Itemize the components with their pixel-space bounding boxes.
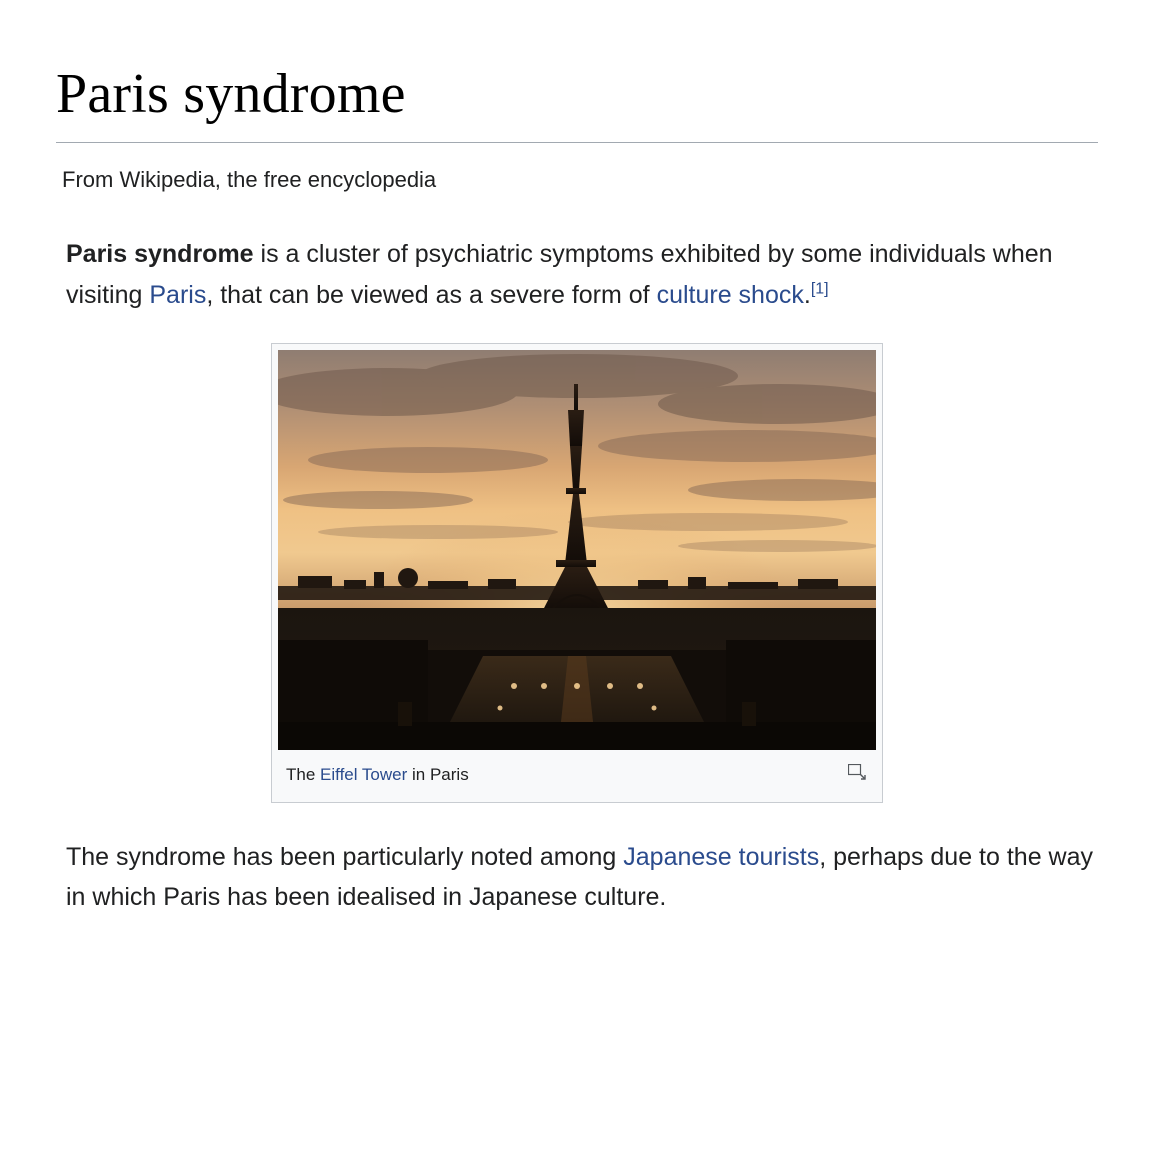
caption-prefix: The [286, 765, 321, 785]
caption-suffix: in Paris [407, 765, 469, 785]
reference-marker[interactable] [811, 280, 829, 297]
eiffel-tower-image[interactable] [278, 350, 876, 750]
link-japanese-tourists[interactable]: Japanese tourists [623, 842, 820, 871]
title-divider [56, 142, 1098, 143]
reference-link[interactable]: [1] [810, 280, 829, 298]
magnify-icon[interactable] [848, 762, 866, 778]
magnify-icon-glyph [848, 764, 866, 780]
link-culture-shock[interactable]: culture shock [656, 280, 804, 309]
lead-paragraph [66, 234, 1098, 315]
figure-thumbnail [271, 343, 883, 803]
body-text-1: The syndrome has been particularly noted among [66, 842, 624, 871]
lead-text-1: is a cluster of psychiatric symptoms exhibited by some individuals when visiting [66, 240, 1053, 309]
figure-caption [278, 750, 876, 802]
link-eiffel-tower[interactable]: Eiffel Tower [320, 765, 408, 785]
link-paris[interactable]: Paris [149, 280, 207, 309]
body-paragraph [66, 837, 1098, 918]
lead-text-2: , that can be viewed as a severe form of [206, 280, 657, 309]
lead-text-3: . [803, 280, 811, 309]
page-title: Paris syndrome [56, 63, 406, 125]
site-tagline: From Wikipedia, the free encyclopedia [62, 167, 437, 193]
eiffel-tower-illustration [278, 350, 876, 750]
body-text-2: , perhaps due to the way in which Paris has been idealised in Japanese culture. [66, 842, 1094, 912]
lead-term: Paris syndrome [66, 240, 254, 269]
